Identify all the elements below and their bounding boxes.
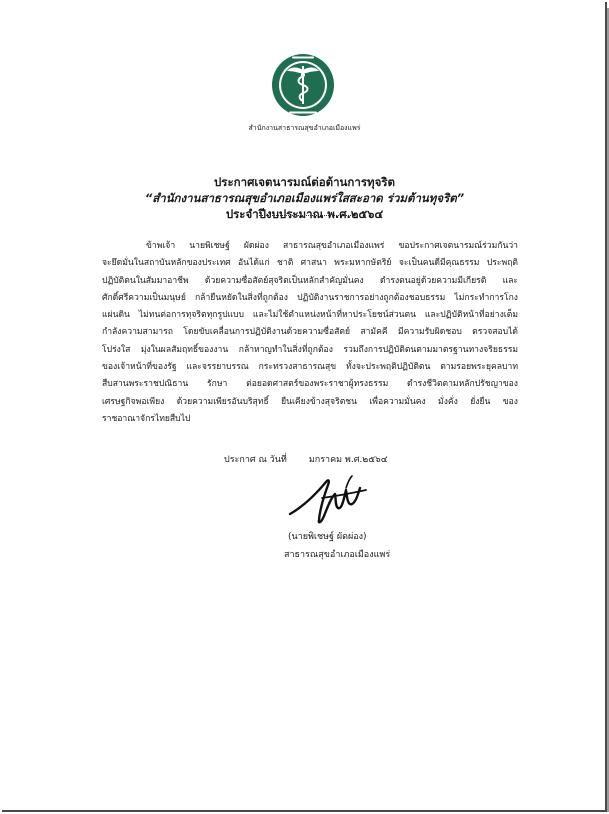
body-line: ของเจ้าหน้าที่ของรัฐ และจรรยาบรรณ กระทรวงสาธารณสุข ทั้งจะประพฤติปฏิบัติตน ตามรอยพระยุคลบาท (102, 362, 518, 373)
body-line: ราชอาณาจักรไทยสืบไป (102, 413, 191, 424)
body-line: ข้าพเจ้า นายพิเชษฐ์ ผัดผ่อง สาธารณสุขอำเภอเมืองแพร่ ขอประกาศเจตนารมณ์ร่วมกันว่า (146, 241, 518, 251)
office-name: สำนักงานสาธารณสุขอำเภอเมืองแพร่ (248, 124, 361, 132)
handwritten-signature-icon (286, 468, 382, 528)
body-line: ศักดิ์ศรีความเป็นมนุษย์ กล้ายืนหยัดในสิ่งที่ถูกต้อง ปฏิบัติงานราชการอย่างถูกต้องชอบธรรม ไม่กระทำการโกง (102, 292, 518, 303)
body-line: โปร่งใส มุ่งในผลสัมฤทธิ์ของงาน กล้าหาญทำในสิ่งที่ถูกต้อง รวมถึงการปฏิบัติตนตามมาตรฐานทางจริยธรรม (102, 344, 518, 355)
title-line-3: ประจำปีงบประมาณ พ.ศ.๒๕๖๔ (225, 207, 384, 221)
title-divider (259, 215, 353, 216)
signer-name: (นายพิเชษฐ์ ผัดผ่อง) (288, 532, 367, 542)
announce-label: ประกาศ ณ วันที่ (224, 455, 287, 465)
title-line-2: “สำนักงานสาธารณสุขอำเภอเมืองแพร่ใสสะอาด ร่วมต้านทุจริต” (144, 191, 465, 205)
body-line: ปฏิบัติตนในสัมมาอาชีพ ด้วยความซื่อสัตย์สุจริตเป็นหลักสำคัญมั่นคง ดำรงตนอยู่ด้วยความมีเกียรติ และ (102, 275, 518, 286)
title-line-1: ประกาศเจตนารมณ์ต่อต้านการทุจริต (214, 175, 395, 189)
body-line: เศรษฐกิจพอเพียง ด้วยความเพียรอันบริสุทธิ์ ยืนเคียงข้างสุจริตชน เพื่อความมั่นคง มั่งคั่ง ยั่งยืน ของ (102, 396, 518, 407)
signer-title: สาธารณสุขอำเภอเมืองแพร่ (284, 550, 391, 560)
body-line: แผ่นดิน ไม่ทนต่อการทุจริตทุกรูปแบบ และไม่ใช้ตำแหน่งหน้าที่หาประโยชน์ส่วนตน และปฏิบัติหน้าที่อย่างเต็ม (102, 310, 518, 321)
announcement-body (102, 238, 518, 428)
document-page (2, 2, 607, 812)
announcement-date (224, 452, 388, 466)
body-line: กำลังความสามารถ โดยขับเคลื่อนการปฏิบัติงานด้วยความซื่อสัตย์ สามัคคี มีความรับผิดชอบ ตรวจสอบได้ (102, 327, 518, 338)
date-value: มกราคม พ.ศ.๒๕๖๔ (308, 455, 388, 465)
body-line: สืบสานพระราชปณิธาน รักษา ต่อยอดศาสตร์ของพระราชาผู้ทรงธรรม ดำรงชีวิตตามหลักปรัชญาของ (102, 379, 518, 390)
body-line: จะยึดมั่นในสถาบันหลักของประเทศ อันได้แก่ ชาติ ศาสนา พระมหากษัตริย์ จะเป็นคนดีมีคุณธรรม ประพฤติ (102, 258, 518, 269)
ministry-of-public-health-seal-icon (270, 52, 336, 118)
